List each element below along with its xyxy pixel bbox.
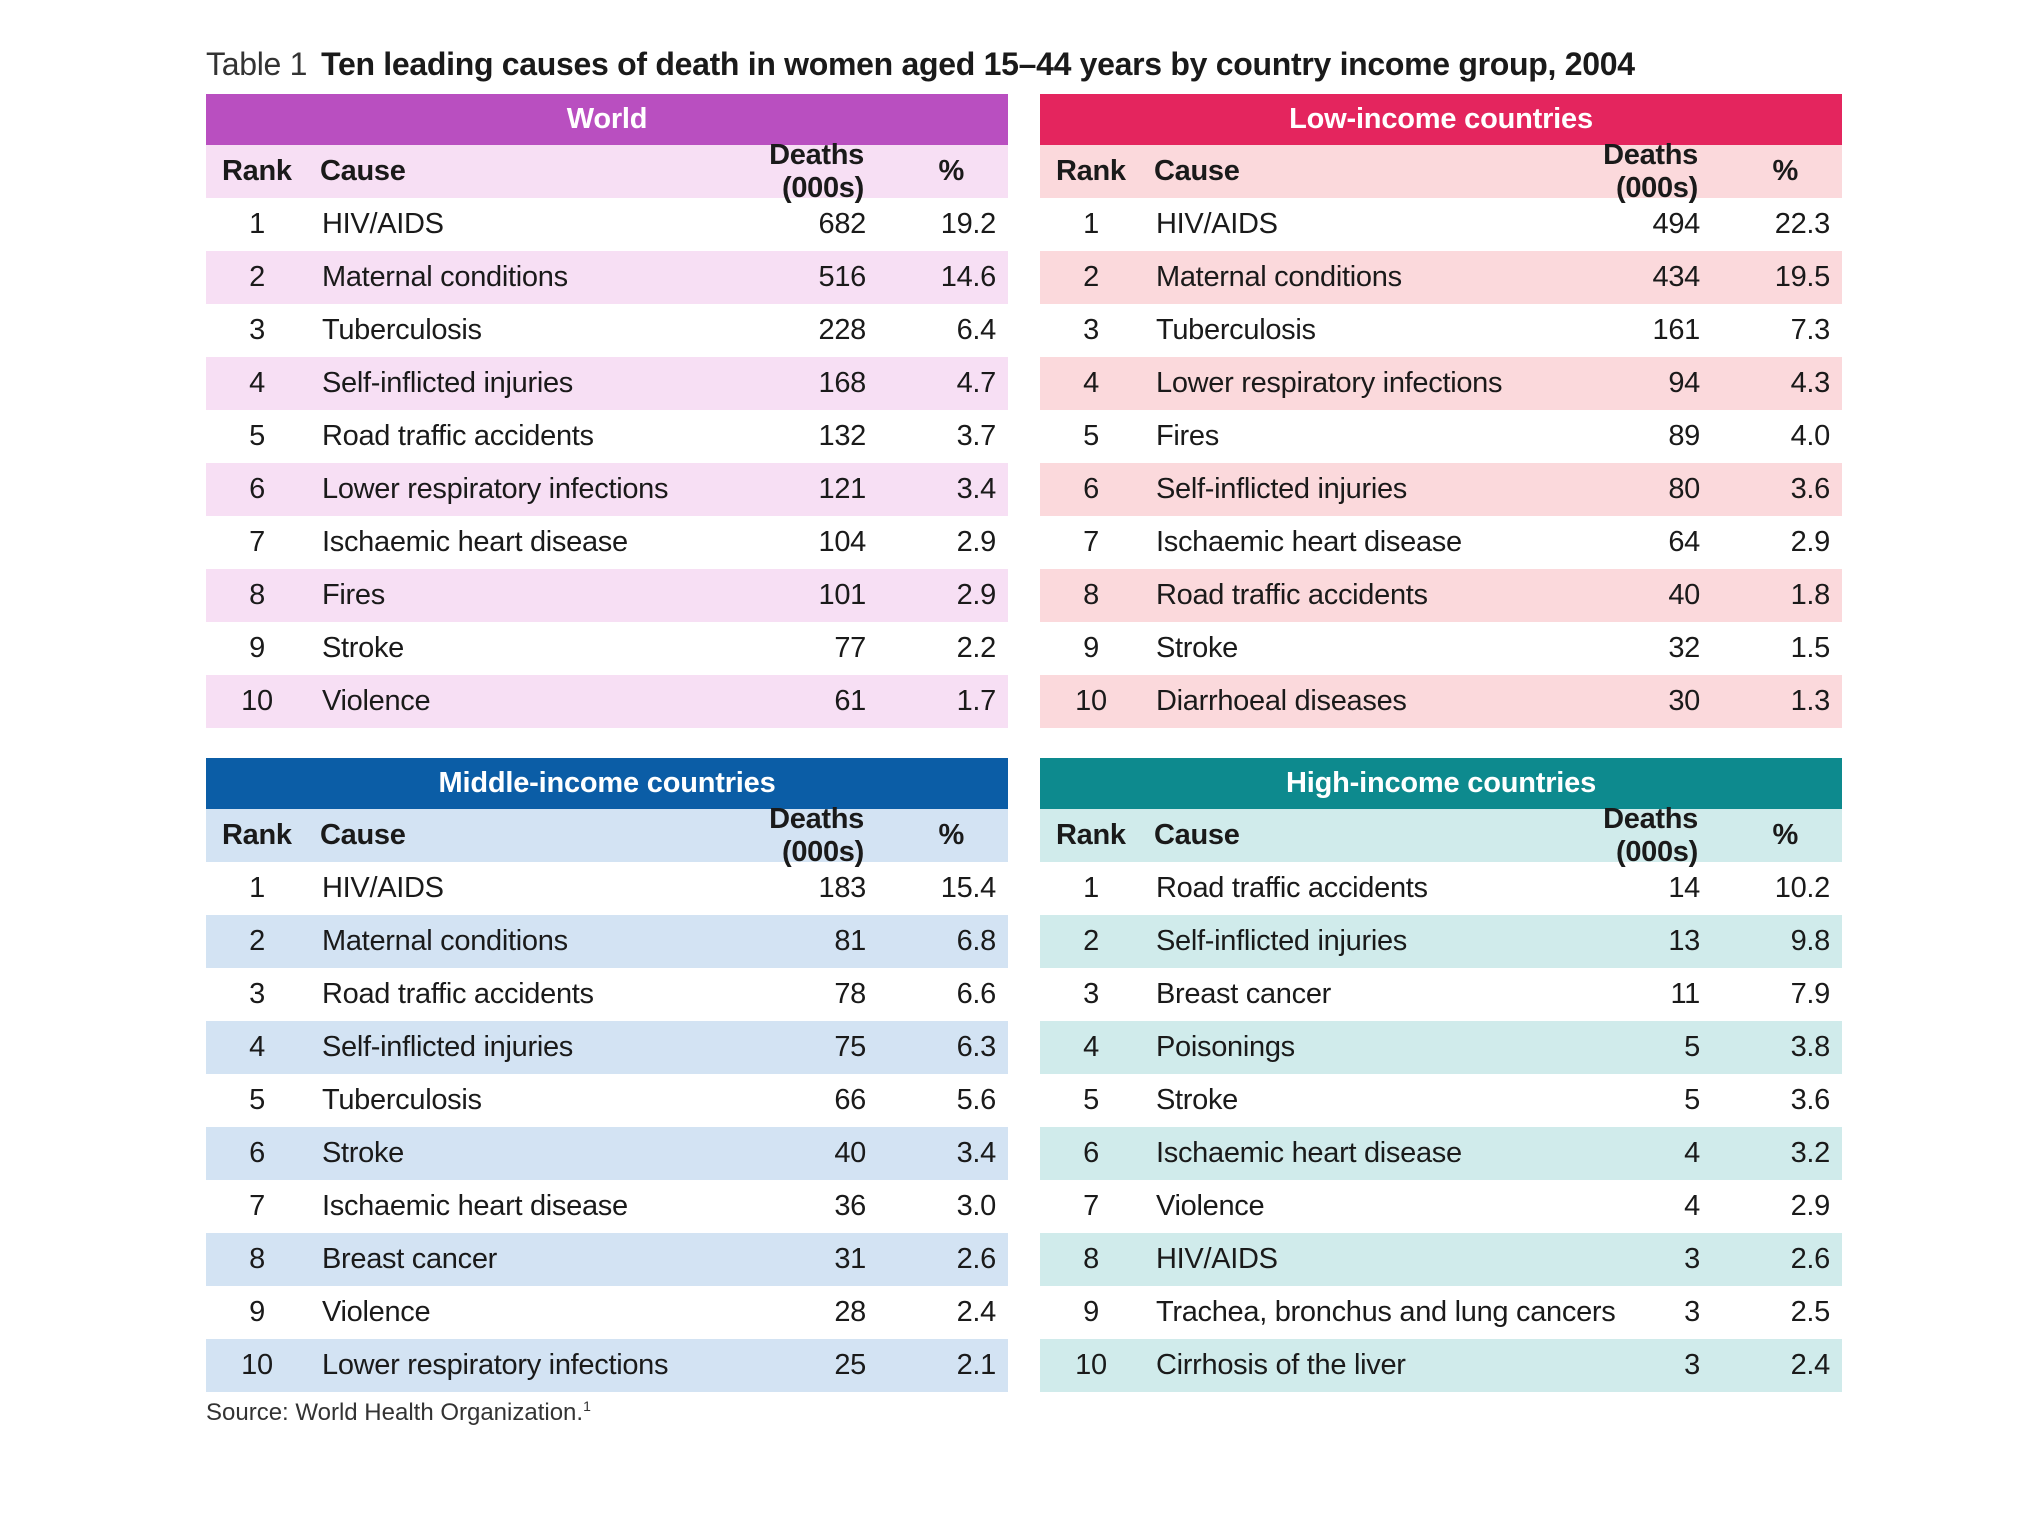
cell-pct: 2.9 — [956, 526, 996, 558]
cell-rank: 2 — [1083, 925, 1099, 957]
cell-deaths: 13 — [1668, 925, 1700, 957]
cell-pct: 1.8 — [1790, 579, 1830, 611]
cell-pct: 1.5 — [1790, 632, 1830, 664]
cell-deaths: 3 — [1684, 1296, 1700, 1328]
table-row — [1040, 1021, 1842, 1074]
cell-cause: Self-inflicted injuries — [322, 1031, 573, 1063]
table-title-text: Ten leading causes of death in women aged 15–44 years by country income group, 2004 — [321, 46, 1635, 82]
cell-cause: Violence — [322, 1296, 431, 1328]
cell-rank: 8 — [1083, 579, 1099, 611]
cell-cause: Maternal conditions — [322, 925, 568, 957]
table-row — [206, 675, 1008, 728]
cell-deaths: 104 — [818, 526, 866, 558]
table-row — [206, 968, 1008, 1021]
cell-deaths: 25 — [834, 1349, 866, 1381]
table-title — [206, 42, 1635, 86]
cell-pct: 6.3 — [956, 1031, 996, 1063]
panel-title: Low-income countries — [1040, 94, 1842, 145]
cell-rank: 3 — [249, 978, 265, 1010]
cell-cause: Violence — [1156, 1190, 1265, 1222]
table-row — [206, 1021, 1008, 1074]
cell-cause: Maternal conditions — [1156, 261, 1402, 293]
cell-rank: 6 — [1083, 473, 1099, 505]
source-note — [206, 1398, 591, 1427]
cell-cause: Fires — [322, 579, 385, 611]
cell-pct: 3.6 — [1790, 473, 1830, 505]
table-row — [206, 569, 1008, 622]
cell-cause: Tuberculosis — [322, 314, 482, 346]
cell-cause: Stroke — [322, 632, 405, 664]
cell-pct: 3.0 — [956, 1190, 996, 1222]
cell-pct: 6.6 — [956, 978, 996, 1010]
cell-cause: Ischaemic heart disease — [322, 526, 628, 558]
panel-world — [206, 94, 1008, 728]
cell-rank: 6 — [249, 473, 265, 505]
table-row — [206, 357, 1008, 410]
column-header-rank: Rank — [1056, 155, 1126, 187]
cell-cause: Breast cancer — [322, 1243, 498, 1275]
table-row — [1040, 915, 1842, 968]
cell-cause: Violence — [322, 685, 431, 717]
cell-deaths: 168 — [818, 367, 866, 399]
cell-cause: Road traffic accidents — [322, 420, 594, 452]
column-header-row — [206, 138, 1008, 204]
table-row — [1040, 1339, 1842, 1392]
table-row — [1040, 410, 1842, 463]
cell-deaths: 81 — [834, 925, 866, 957]
column-header-pct: % — [1772, 819, 1798, 851]
cell-deaths: 66 — [834, 1084, 866, 1116]
cell-cause: HIV/AIDS — [322, 208, 444, 240]
cell-cause: Lower respiratory infections — [322, 473, 669, 505]
cell-cause: Trachea, bronchus and lung cancers — [1156, 1296, 1616, 1328]
table-row — [206, 1233, 1008, 1286]
cell-rank: 7 — [1083, 526, 1099, 558]
cell-pct: 10.2 — [1774, 872, 1830, 904]
cell-pct: 2.6 — [956, 1243, 996, 1275]
cell-rank: 9 — [249, 632, 265, 664]
table-row — [1040, 1286, 1842, 1339]
column-header-deaths: Deaths (000s) — [769, 138, 864, 204]
panel-middle-income — [206, 758, 1008, 1392]
table-row — [206, 915, 1008, 968]
cell-rank: 6 — [1083, 1137, 1099, 1169]
cell-pct: 4.7 — [956, 367, 996, 399]
cell-deaths: 4 — [1684, 1190, 1700, 1222]
cell-cause: Cirrhosis of the liver — [1156, 1349, 1406, 1381]
column-header-row — [1040, 802, 1842, 868]
table-row — [206, 410, 1008, 463]
cell-deaths: 30 — [1668, 685, 1700, 717]
table-row — [206, 304, 1008, 357]
cell-deaths: 28 — [834, 1296, 866, 1328]
cell-deaths: 3 — [1684, 1349, 1700, 1381]
cell-deaths: 11 — [1670, 978, 1700, 1010]
cell-rank: 2 — [1083, 261, 1099, 293]
cell-rank: 4 — [249, 1031, 265, 1063]
cell-rank: 8 — [249, 579, 265, 611]
cell-rank: 1 — [249, 208, 265, 240]
table-row — [1040, 968, 1842, 1021]
table-row — [206, 198, 1008, 251]
cell-cause: Maternal conditions — [322, 261, 568, 293]
cell-cause: Ischaemic heart disease — [322, 1190, 628, 1222]
cell-deaths: 682 — [818, 208, 866, 240]
table-row — [1040, 1180, 1842, 1233]
cell-rank: 10 — [241, 1349, 273, 1381]
cell-pct: 5.6 — [956, 1084, 996, 1116]
cell-cause: Lower respiratory infections — [1156, 367, 1503, 399]
cell-deaths: 132 — [818, 420, 866, 452]
table-row — [1040, 675, 1842, 728]
table-row — [1040, 622, 1842, 675]
cell-rank: 5 — [1083, 420, 1099, 452]
table-row — [206, 1127, 1008, 1180]
cell-deaths: 78 — [834, 978, 866, 1010]
table-row — [1040, 1127, 1842, 1180]
column-header-deaths: Deaths (000s) — [1603, 802, 1698, 868]
table-row — [1040, 357, 1842, 410]
table-row — [1040, 251, 1842, 304]
column-header-deaths: Deaths (000s) — [769, 802, 864, 868]
column-header-cause: Cause — [1154, 819, 1240, 851]
cell-pct: 2.2 — [956, 632, 996, 664]
cell-deaths: 31 — [834, 1243, 866, 1275]
cell-cause: Road traffic accidents — [1156, 579, 1428, 611]
cell-deaths: 40 — [1668, 579, 1700, 611]
cell-deaths: 80 — [1668, 473, 1700, 505]
cell-rank: 5 — [249, 420, 265, 452]
source-footnote: 1 — [583, 1398, 591, 1414]
cell-pct: 19.2 — [940, 208, 996, 240]
cell-deaths: 3 — [1684, 1243, 1700, 1275]
cell-rank: 5 — [249, 1084, 265, 1116]
cell-rank: 6 — [249, 1137, 265, 1169]
cell-pct: 2.6 — [1790, 1243, 1830, 1275]
table-row — [206, 251, 1008, 304]
cell-deaths: 36 — [834, 1190, 866, 1222]
cell-pct: 2.9 — [956, 579, 996, 611]
source-text: Source: World Health Organization. — [206, 1399, 584, 1426]
cell-rank: 8 — [249, 1243, 265, 1275]
cell-pct: 2.9 — [1790, 1190, 1830, 1222]
cell-rank: 4 — [1083, 1031, 1099, 1063]
cell-cause: Lower respiratory infections — [322, 1349, 669, 1381]
table-row — [206, 862, 1008, 915]
table-row — [1040, 516, 1842, 569]
cell-cause: Tuberculosis — [322, 1084, 482, 1116]
cell-pct: 15.4 — [940, 872, 996, 904]
cell-rank: 3 — [1083, 978, 1099, 1010]
column-header-row — [206, 802, 1008, 868]
cell-deaths: 5 — [1684, 1084, 1700, 1116]
cell-pct: 1.3 — [1790, 685, 1830, 717]
cell-deaths: 94 — [1668, 367, 1700, 399]
cell-deaths: 183 — [818, 872, 866, 904]
cell-pct: 2.4 — [1790, 1349, 1830, 1381]
cell-deaths: 32 — [1668, 632, 1700, 664]
cell-pct: 9.8 — [1790, 925, 1830, 957]
cell-rank: 3 — [1083, 314, 1099, 346]
cell-pct: 4.3 — [1790, 367, 1830, 399]
cell-rank: 4 — [249, 367, 265, 399]
cell-cause: Self-inflicted injuries — [1156, 473, 1407, 505]
table-row — [206, 1339, 1008, 1392]
panel-high-income — [1040, 758, 1842, 1392]
cell-pct: 3.4 — [956, 473, 996, 505]
cell-cause: Ischaemic heart disease — [1156, 526, 1462, 558]
cell-rank: 7 — [249, 1190, 265, 1222]
cell-rank: 10 — [1075, 685, 1107, 717]
cell-pct: 7.9 — [1790, 978, 1830, 1010]
cell-pct: 3.4 — [956, 1137, 996, 1169]
table-row — [1040, 1074, 1842, 1127]
cell-deaths: 61 — [834, 685, 866, 717]
cell-rank: 9 — [249, 1296, 265, 1328]
cell-cause: Poisonings — [1156, 1031, 1295, 1063]
table-row — [1040, 304, 1842, 357]
cell-deaths: 434 — [1652, 261, 1700, 293]
cell-pct: 3.7 — [956, 420, 996, 452]
cell-cause: Tuberculosis — [1156, 314, 1316, 346]
cell-cause: Stroke — [1156, 632, 1239, 664]
cell-rank: 5 — [1083, 1084, 1099, 1116]
cell-cause: Diarrhoeal diseases — [1156, 685, 1407, 717]
cell-pct: 6.8 — [956, 925, 996, 957]
table-label: Table 1 — [206, 46, 308, 82]
cell-pct: 1.7 — [956, 685, 996, 717]
cell-cause: HIV/AIDS — [322, 872, 444, 904]
cell-cause: Stroke — [322, 1137, 405, 1169]
cell-deaths: 4 — [1684, 1137, 1700, 1169]
cell-rank: 9 — [1083, 632, 1099, 664]
cell-pct: 4.0 — [1790, 420, 1830, 452]
cell-deaths: 161 — [1652, 314, 1700, 346]
cell-rank: 10 — [1075, 1349, 1107, 1381]
cell-cause: Breast cancer — [1156, 978, 1332, 1010]
panel-title: Middle-income countries — [206, 758, 1008, 809]
cell-cause: HIV/AIDS — [1156, 208, 1278, 240]
cell-cause: Ischaemic heart disease — [1156, 1137, 1462, 1169]
cell-pct: 19.5 — [1774, 261, 1830, 293]
cell-pct: 2.1 — [956, 1349, 996, 1381]
column-header-cause: Cause — [1154, 155, 1240, 187]
table-row — [206, 1074, 1008, 1127]
cell-pct: 2.4 — [956, 1296, 996, 1328]
cell-cause: Stroke — [1156, 1084, 1239, 1116]
column-header-pct: % — [1772, 155, 1798, 187]
cell-cause: Self-inflicted injuries — [1156, 925, 1407, 957]
cell-rank: 1 — [1083, 872, 1099, 904]
cell-cause: HIV/AIDS — [1156, 1243, 1278, 1275]
cell-deaths: 14 — [1668, 872, 1700, 904]
document-page — [181, 32, 1873, 1455]
cell-pct: 3.8 — [1790, 1031, 1830, 1063]
cell-pct: 7.3 — [1790, 314, 1830, 346]
column-header-cause: Cause — [320, 155, 406, 187]
cell-pct: 6.4 — [956, 314, 996, 346]
cell-rank: 7 — [249, 526, 265, 558]
cell-rank: 10 — [241, 685, 273, 717]
cell-pct: 2.5 — [1790, 1296, 1830, 1328]
cell-rank: 2 — [249, 925, 265, 957]
column-header-rank: Rank — [222, 155, 292, 187]
cell-rank: 9 — [1083, 1296, 1099, 1328]
cell-rank: 8 — [1083, 1243, 1099, 1275]
cell-cause: Road traffic accidents — [1156, 872, 1428, 904]
cell-rank: 3 — [249, 314, 265, 346]
cell-rank: 2 — [249, 261, 265, 293]
table-row — [206, 622, 1008, 675]
column-header-row — [1040, 138, 1842, 204]
panel-low-income — [1040, 94, 1842, 728]
cell-deaths: 75 — [834, 1031, 866, 1063]
table-row — [206, 1180, 1008, 1233]
table-row — [206, 1286, 1008, 1339]
cell-deaths: 40 — [834, 1137, 866, 1169]
cell-deaths: 494 — [1652, 208, 1700, 240]
table-row — [1040, 862, 1842, 915]
cell-cause: Road traffic accidents — [322, 978, 594, 1010]
table-row — [1040, 198, 1842, 251]
table-row — [206, 516, 1008, 569]
panel-title: High-income countries — [1040, 758, 1842, 809]
cell-cause: Fires — [1156, 420, 1219, 452]
cell-deaths: 89 — [1668, 420, 1700, 452]
cell-deaths: 228 — [818, 314, 866, 346]
cell-rank: 1 — [1083, 208, 1099, 240]
column-header-pct: % — [938, 819, 964, 851]
cell-pct: 2.9 — [1790, 526, 1830, 558]
cell-cause: Self-inflicted injuries — [322, 367, 573, 399]
cell-deaths: 101 — [818, 579, 866, 611]
table-row — [1040, 569, 1842, 622]
column-header-pct: % — [938, 155, 964, 187]
cell-pct: 14.6 — [940, 261, 996, 293]
column-header-cause: Cause — [320, 819, 406, 851]
cell-deaths: 516 — [818, 261, 866, 293]
column-header-rank: Rank — [222, 819, 292, 851]
table-row — [1040, 463, 1842, 516]
panel-title: World — [206, 94, 1008, 145]
cell-rank: 7 — [1083, 1190, 1099, 1222]
column-header-rank: Rank — [1056, 819, 1126, 851]
cell-rank: 1 — [249, 872, 265, 904]
cell-pct: 3.6 — [1790, 1084, 1830, 1116]
cell-deaths: 77 — [834, 632, 866, 664]
cell-deaths: 121 — [818, 473, 866, 505]
cell-deaths: 64 — [1668, 526, 1700, 558]
cell-pct: 22.3 — [1774, 208, 1830, 240]
column-header-deaths: Deaths (000s) — [1603, 138, 1698, 204]
cell-pct: 3.2 — [1790, 1137, 1830, 1169]
table-row — [1040, 1233, 1842, 1286]
cell-deaths: 5 — [1684, 1031, 1700, 1063]
table-row — [206, 463, 1008, 516]
cell-rank: 4 — [1083, 367, 1099, 399]
